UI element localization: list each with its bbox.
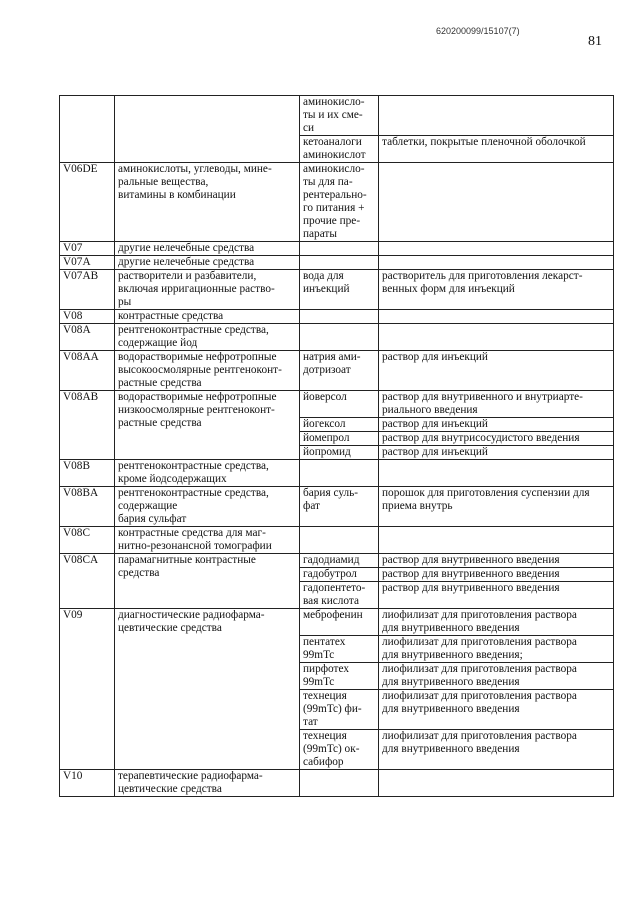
atc-group-cell: терапевтические радиофарма- цевтические средства [115,770,300,797]
atc-group-cell: рентгеноконтрастные средства, кроме йодсодержащих [115,460,300,487]
table-row [60,391,614,418]
drug-name-cell: гадобутрол [300,568,379,582]
drug-name-cell [300,256,379,270]
atc-code-cell: V08 [60,310,115,324]
dosage-form-cell [379,256,614,270]
dosage-form-cell [379,310,614,324]
dosage-form-cell: лиофилизат для приготовления раствора для внутривенного введения [379,609,614,636]
dosage-form-cell: растворитель для приготовления лекарст- венных форм для инъекций [379,270,614,310]
table-row [60,487,614,527]
atc-group-cell: аминокислоты, углеводы, мине- ральные вещества, витамины в комбинации [115,163,300,242]
table-row [60,310,614,324]
drug-name-cell [300,460,379,487]
dosage-form-cell: раствор для внутривенного и внутриарте- риального введения [379,391,614,418]
drug-name-cell: вода для инъекций [300,270,379,310]
dosage-form-cell [379,527,614,554]
dosage-form-cell: раствор для внутрисосудистого введения [379,432,614,446]
atc-code-cell: V08B [60,460,115,487]
atc-group-cell [115,96,300,163]
dosage-form-cell: раствор для инъекций [379,351,614,391]
atc-group-cell: водорастворимые нефротропные высокоосмолярные рентгеноконт- растные средства [115,351,300,391]
atc-code-cell: V08AA [60,351,115,391]
drug-name-cell: гадопентето- вая кислота [300,582,379,609]
dosage-form-cell [379,460,614,487]
table-row [60,351,614,391]
dosage-form-cell: порошок для приготовления суспензии для приема внутрь [379,487,614,527]
document-code: 620200099/15107(7) [436,26,520,36]
atc-code-cell: V08CA [60,554,115,609]
atc-group-cell: контрастные средства для маг- нитно-резонансной томографии [115,527,300,554]
dosage-form-cell: таблетки, покрытые пленочной оболочкой [379,136,614,163]
atc-group-cell: растворители и разбавители, включая ирригационные раство- ры [115,270,300,310]
dosage-form-cell: раствор для внутривенного введения [379,554,614,568]
atc-group-cell: водорастворимые нефротропные низкоосмолярные рентгеноконт- растные средства [115,391,300,460]
table-row [60,609,614,636]
atc-code-cell: V07A [60,256,115,270]
drug-name-cell: технеция (99mTc) фи- тат [300,690,379,730]
drug-name-cell: гадодиамид [300,554,379,568]
dosage-form-cell: лиофилизат для приготовления раствора для внутривенного введения; [379,636,614,663]
atc-group-cell: другие нелечебные средства [115,256,300,270]
table-row [60,270,614,310]
drug-table-body [60,96,614,797]
page-number: 81 [588,34,602,49]
atc-code-cell: V08BA [60,487,115,527]
dosage-form-cell: раствор для внутривенного введения [379,568,614,582]
dosage-form-cell: раствор для инъекций [379,418,614,432]
dosage-form-cell [379,770,614,797]
dosage-form-cell [379,163,614,242]
drug-name-cell [300,310,379,324]
dosage-form-cell: раствор для инъекций [379,446,614,460]
table-row [60,96,614,136]
drug-name-cell [300,242,379,256]
drug-name-cell: пирфотех 99mTc [300,663,379,690]
atc-code-cell: V07 [60,242,115,256]
drug-name-cell: йомепрол [300,432,379,446]
atc-code-cell: V09 [60,609,115,770]
dosage-form-cell: лиофилизат для приготовления раствора для внутривенного введения [379,730,614,770]
drug-name-cell: меброфенин [300,609,379,636]
atc-code-cell [60,96,115,163]
atc-code-cell: V08C [60,527,115,554]
atc-code-cell: V07AB [60,270,115,310]
atc-group-cell: рентгеноконтрастные средства, содержащие бария сульфат [115,487,300,527]
dosage-form-cell: лиофилизат для приготовления раствора для внутривенного введения [379,663,614,690]
atc-code-cell: V08AB [60,391,115,460]
dosage-form-cell [379,242,614,256]
drug-name-cell: кетоаналоги аминокислот [300,136,379,163]
drug-name-cell: технеция (99mTc) ок- сабифор [300,730,379,770]
atc-code-cell: V06DE [60,163,115,242]
table-row [60,460,614,487]
atc-code-cell: V10 [60,770,115,797]
atc-group-cell: диагностические радиофарма- цевтические средства [115,609,300,770]
dosage-form-cell: раствор для внутривенного введения [379,582,614,609]
table-row [60,163,614,242]
dosage-form-cell: лиофилизат для приготовления раствора для внутривенного введения [379,690,614,730]
drug-name-cell [300,527,379,554]
table-row [60,256,614,270]
atc-group-cell: контрастные средства [115,310,300,324]
atc-group-cell: парамагнитные контрастные средства [115,554,300,609]
table-row [60,527,614,554]
atc-code-cell: V08A [60,324,115,351]
table-row [60,324,614,351]
dosage-form-cell [379,96,614,136]
drug-name-cell: йогексол [300,418,379,432]
table-row [60,554,614,568]
drug-name-cell: аминокисло- ты для па- рентерально- го питания + прочие пре- параты [300,163,379,242]
drug-name-cell [300,770,379,797]
dosage-form-cell [379,324,614,351]
table-row [60,242,614,256]
drug-table [59,95,614,797]
atc-group-cell: рентгеноконтрастные средства, содержащие йод [115,324,300,351]
atc-group-cell: другие нелечебные средства [115,242,300,256]
drug-name-cell: йопромид [300,446,379,460]
table-row [60,770,614,797]
drug-name-cell [300,324,379,351]
drug-name-cell: пентатех 99mTc [300,636,379,663]
drug-name-cell: бария суль- фат [300,487,379,527]
drug-name-cell: натрия ами- дотризоат [300,351,379,391]
drug-name-cell: аминокисло- ты и их сме- си [300,96,379,136]
drug-name-cell: йоверсол [300,391,379,418]
